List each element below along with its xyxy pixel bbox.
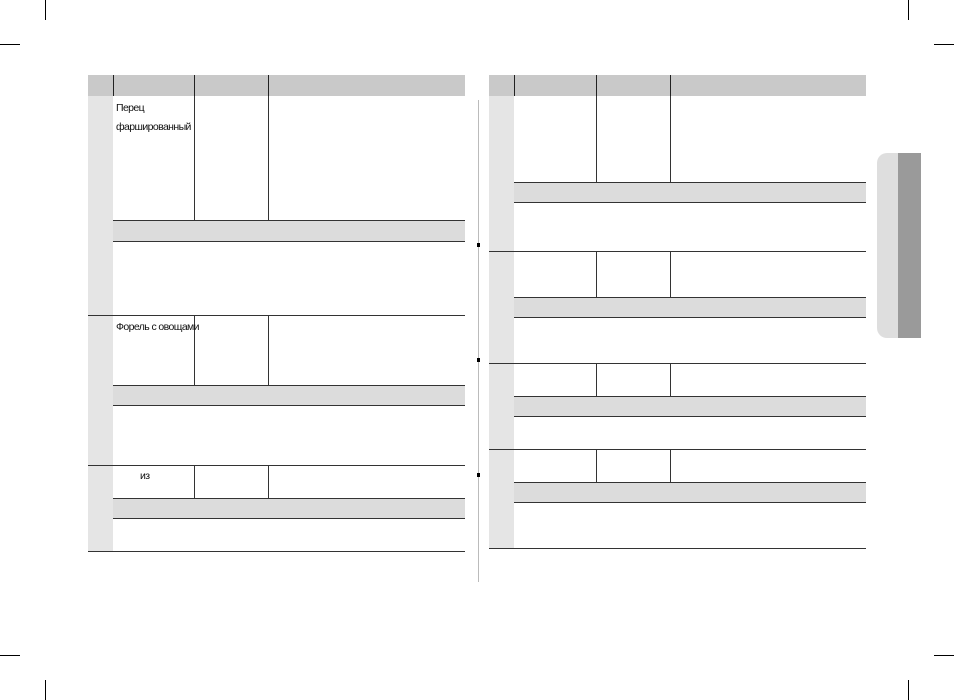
section-divider (489, 363, 866, 364)
instruction-band (113, 386, 465, 405)
fold-mark (477, 473, 480, 477)
section-divider (88, 315, 465, 316)
crop-mark (45, 680, 46, 700)
section-side-tab (877, 153, 921, 338)
crop-mark (934, 655, 954, 656)
section-divider (489, 449, 866, 450)
dish-name: Форель с овощами (116, 321, 199, 333)
header-separator (194, 75, 195, 96)
dish-name: Перец фаршированный (116, 102, 191, 133)
crop-mark (0, 655, 20, 656)
row-line (113, 405, 465, 406)
column-line (670, 363, 671, 396)
instruction-band (514, 183, 866, 202)
crop-mark (0, 44, 20, 45)
header-separator (268, 75, 269, 96)
column-line (268, 96, 269, 220)
column-line (596, 449, 597, 482)
crop-mark (934, 44, 954, 45)
row-line (514, 502, 866, 503)
column-line (268, 315, 269, 385)
table-header (88, 75, 465, 96)
column-line (670, 96, 671, 182)
instruction-band (113, 499, 465, 518)
header-separator (596, 75, 597, 96)
column-line (268, 465, 269, 498)
crop-mark (45, 0, 46, 20)
row-line (113, 241, 465, 242)
header-separator (113, 75, 114, 96)
instruction-band (514, 397, 866, 416)
header-separator (670, 75, 671, 96)
row-number-strip (489, 96, 514, 548)
table-bottom-line (88, 551, 465, 552)
column-line (670, 449, 671, 482)
side-tab-marker (898, 153, 921, 338)
fold-mark (477, 358, 480, 362)
table-bottom-line (489, 548, 866, 549)
fold-mark (477, 243, 480, 247)
crop-mark (908, 0, 909, 20)
row-line (514, 317, 866, 318)
column-line (194, 96, 195, 220)
column-line (596, 251, 597, 297)
crop-mark (908, 680, 909, 700)
table-header (489, 75, 866, 96)
row-line (514, 416, 866, 417)
page-fold-line (478, 100, 479, 582)
instruction-band (514, 483, 866, 502)
column-line (596, 96, 597, 182)
right-cooking-table (489, 75, 866, 550)
instruction-band (514, 298, 866, 317)
column-line (596, 363, 597, 396)
dish-name: из (140, 470, 150, 482)
section-divider (88, 465, 465, 466)
row-line (113, 518, 465, 519)
instruction-band (113, 221, 465, 241)
row-line (514, 202, 866, 203)
column-line (194, 465, 195, 498)
section-divider (489, 251, 866, 252)
row-number-strip (88, 96, 113, 551)
header-separator (514, 75, 515, 96)
left-cooking-table (88, 75, 465, 553)
column-line (670, 251, 671, 297)
